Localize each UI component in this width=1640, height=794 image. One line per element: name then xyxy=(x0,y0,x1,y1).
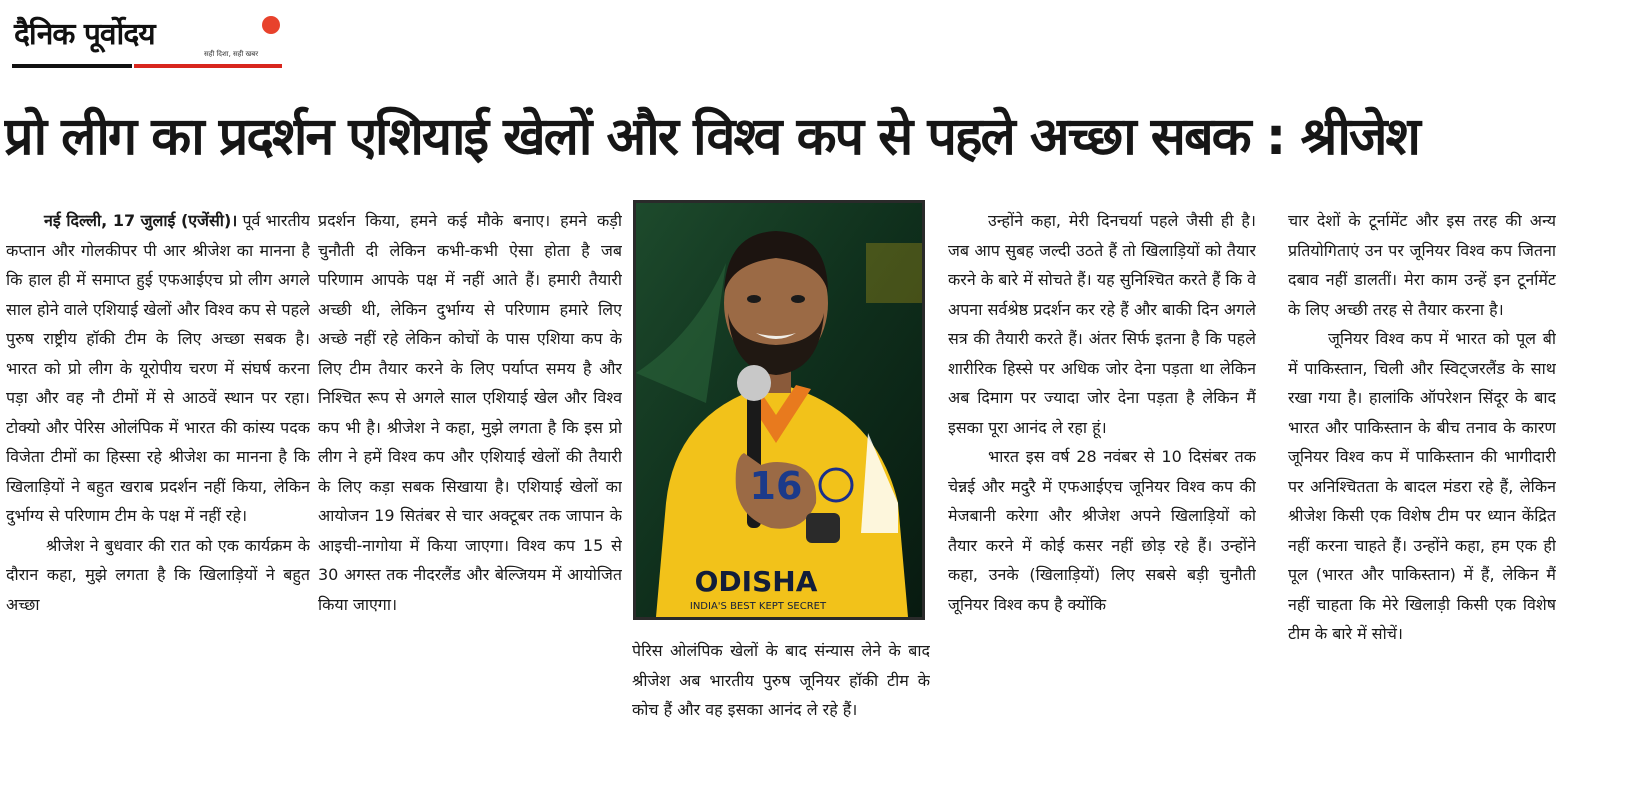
masthead-rule-black xyxy=(12,64,132,68)
masthead-rule-red xyxy=(134,64,282,68)
article-paragraph xyxy=(6,206,310,531)
photo-caption: पेरिस ओलंपिक खेलों के बाद संन्यास लेने के बाद श्रीजेश अब भारतीय पुरुष जूनियर हॉकी टीम के कोच हैं और वह इसका आनंद ले रहे हैं। xyxy=(632,641,930,719)
article-column-1 xyxy=(6,206,310,794)
logo-sun-icon xyxy=(262,16,280,34)
page-headline: प्रो लीग का प्रदर्शन एशियाई खेलों और विश्व कप से पहले अच्छा सबक : श्रीजेश xyxy=(4,107,1419,167)
article-paragraph: श्रीजेश ने बुधवार की रात को एक कार्यक्रम के दौरान कहा, मुझे लगता है कि खिलाड़ियों ने बहुत अच्छा xyxy=(6,535,310,614)
article-paragraph: उन्होंने कहा, मेरी दिनचर्या पहले जैसी ही है। जब आप सुबह जल्दी उठते हैं तो खिलाड़ियों को तैयार करने के बारे में सोचते हैं। यह सुनिश्चित करते हैं कि वे अपना सर्वश्रेष्ठ प्रदर्शन कर रहे हैं और बाकी दिन अगले सत्र की तैयारी करते हैं। अंतर सिर्फ इतना है कि पहले शारीरिक हिस्से पर अधिक जोर देना पड़ता था लेकिन अब दिमाग पर ज्यादा जोर देना पड़ता है लेकिन मैं इसका पूरा आनंद ले रहा हूं। xyxy=(948,211,1256,437)
article-column-5 xyxy=(1288,206,1556,794)
eye xyxy=(791,295,805,303)
newspaper-tagline: सही दिशा, सही खबर xyxy=(204,50,259,58)
wristwatch xyxy=(806,513,840,543)
jersey-number: 16 xyxy=(749,464,803,508)
microphone-icon xyxy=(737,365,771,401)
jersey-sponsor-text: ODISHA xyxy=(694,565,818,598)
masthead xyxy=(12,6,282,68)
article-paragraph: भारत इस वर्ष 28 नवंबर से 10 दिसंबर तक चेन्नई और मदुरै में एफआईएच जूनियर विश्व कप की मेजबानी करेगा और श्रीजेश अपने खिलाड़ियों को तैयार करने में कोई कसर नहीं छोड़ रहे हैं। उन्होंने कहा, उनके (खिलाड़ियों) लिए सबसे बड़ी चुनौती जूनियर विश्व कप है क्योंकि xyxy=(948,447,1256,614)
article-column-4 xyxy=(948,206,1256,794)
article-paragraph: चार देशों के टूर्नामेंट और इस तरह की अन्य प्रतियोगिताएं उन पर जूनियर विश्व कप जितना दबाव नहीं डालतीं। मेरा काम उन्हें इन टूर्नामेंट के लिए अच्छी तरह से तैयार करना है। xyxy=(1288,211,1556,319)
article-photo xyxy=(633,200,925,620)
article-paragraph: प्रदर्शन किया, हमने कई मौके बनाए। हमने कड़ी चुनौती दी लेकिन कभी-कभी ऐसा होता है जब परिणाम आपके पक्ष में नहीं आते हैं। हमारी तैयारी अच्छी थी, लेकिन दुर्भाग्य से परिणाम हमारे लिए अच्छे नहीं रहे लेकिन कोचों के पास एशिया कप के लिए टीम तैयार करने के लिए पर्याप्त समय है और निश्चित रूप से अगले साल एशियाई खेल और विश्व कप भी है। श्रीजेश ने कहा, मुझे लगता है कि इस प्रो लीग ने हमें विश्व कप और एशियाई खेलों की तैयारी के लिए कड़ा सबक सिखाया है। एशियाई खेलों का आयोजन 19 सितंबर से चार अक्टूबर तक जापान के आइची-नागोया में किया जाएगा। विश्व कप 15 से 30 अगस्त तक नीदरलैंड और बेल्जियम में आयोजित किया जाएगा। xyxy=(318,211,622,614)
jersey-sponsor-subtext: INDIA'S BEST KEPT SECRET xyxy=(689,601,827,612)
dateline: नई दिल्ली, 17 जुलाई (एजेंसी)। xyxy=(44,211,238,230)
background-shape xyxy=(866,243,922,303)
article-column-2 xyxy=(318,206,622,794)
eye xyxy=(747,295,761,303)
coach-photo-illustration xyxy=(636,203,922,617)
article-text: पूर्व भारतीय कप्तान और गोलकीपर पी आर श्रीजेश का मानना है कि हाल ही में समाप्त हुई एफआईएच प्रो लीग अगले साल होने वाले एशियाई खेलों और विश्व कप से पहले पुरुष राष्ट्रीय हॉकी टीम के लिए अच्छा सबक है। भारत को प्रो लीग के यूरोपीय चरण में संघर्ष करना पड़ा और वह नौ टीमों में से आठवें स्थान पर रहा। टोक्यो और पेरिस ओलंपिक में भारत की कांस्य पदक विजेता टीमों का हिस्सा रहे श्रीजेश का मानना है कि खिलाड़ियों ने बहुत खराब प्रदर्शन नहीं किया, लेकिन दुर्भाग्य से परिणाम टीम के पक्ष में नहीं रहे। xyxy=(6,211,310,525)
newspaper-logo: दैनिक पूर्वोदय xyxy=(14,17,155,52)
article-paragraph: जूनियर विश्व कप में भारत को पूल बी में पाकिस्तान, चिली और स्विट्जरलैंड के साथ रखा गया है। हालांकि ऑपरेशन सिंदूर के बाद भारत और पाकिस्तान के बीच तनाव के कारण जूनियर विश्व कप में पाकिस्तान की भागीदारी पर अनिश्चितता के बादल मंडरा रहे हैं, लेकिन श्रीजेश किसी एक विशेष टीम पर ध्यान केंद्रित नहीं करना चाहते हैं। उन्होंने कहा, हम एक ही पूल (भारत और पाकिस्तान) में हैं, लेकिन मैं नहीं चाहता कि मेरे खिलाड़ी किसी एक विशेष टीम के बारे में सोचें। xyxy=(1288,329,1556,643)
